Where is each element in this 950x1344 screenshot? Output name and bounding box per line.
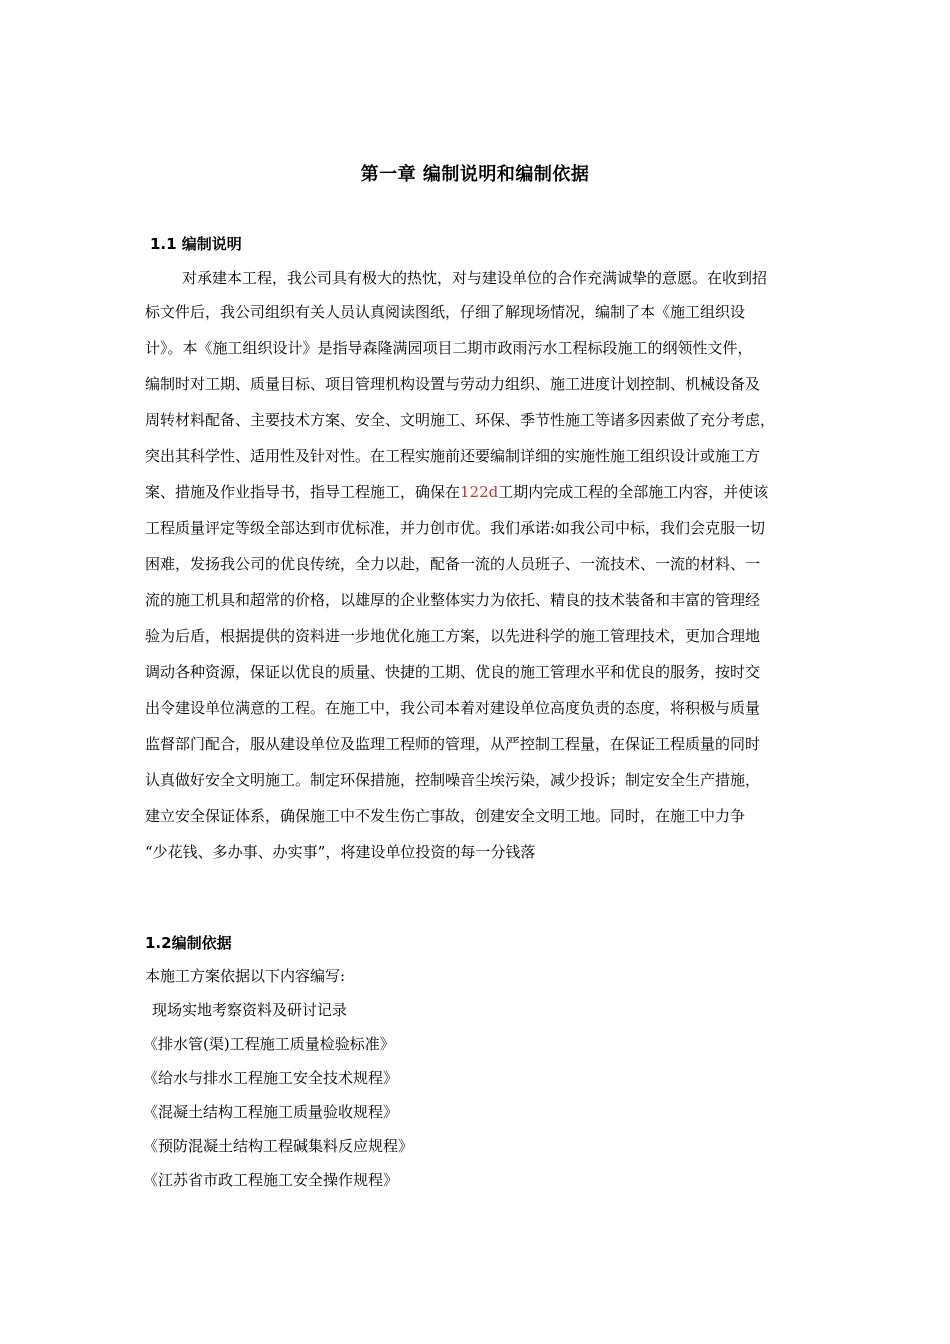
basis-item: 《给水与排水工程施工安全技术规程》 <box>143 1069 399 1087</box>
paragraph-line: 周转材料配备、主要技术方案、安全、文明施工、环保、季节性施工等诸多因素做了充分考虑， <box>145 411 776 429</box>
section-heading-1-1: 1.1 编制说明 <box>150 235 242 253</box>
paragraph-line-with-duration <box>145 482 768 502</box>
paragraph-line: 对承建本工程，我公司具有极大的热忱，对与建设单位的合作充满诚挚的意愿。在收到招 <box>182 269 768 287</box>
duration-highlight: 122d <box>460 483 499 501</box>
paragraph-line: 建立安全保证体系，确保施工中不发生伤亡事故，创建安全文明工地。同时，在施工中力争 <box>145 807 746 825</box>
basis-item: 《江苏省市政工程施工安全操作规程》 <box>143 1171 399 1189</box>
paragraph-line: 困难，发扬我公司的优良传统，全力以赴，配备一流的人员班子、一流技术、一流的材料、一 <box>145 555 761 573</box>
paragraph-line: “少花钱、多办事、办实事”，将建设单位投资的每一分钱落 <box>145 843 536 861</box>
basis-intro: 本施工方案依据以下内容编写: <box>145 967 346 985</box>
paragraph-line: 编制时对工期、质量目标、项目管理机构设置与劳动力组织、施工进度计划控制、机械设备及 <box>145 375 761 393</box>
chapter-title: 第一章 编制说明和编制依据 <box>360 164 590 185</box>
paragraph-text: 工期内完成工程的全部施工内容，并使该 <box>498 483 769 501</box>
paragraph-line: 认真做好安全文明施工。制定环保措施，控制噪音尘埃污染，减少投诉；制定安全生产措施， <box>145 771 761 789</box>
basis-item: 现场实地考察资料及研讨记录 <box>152 1001 348 1019</box>
paragraph-line: 调动各种资源，保证以优良的质量、快捷的工期、优良的施工管理水平和优良的服务，按时交 <box>145 663 761 681</box>
basis-item: 《预防混凝土结构工程碱集料反应规程》 <box>143 1137 414 1155</box>
paragraph-line: 流的施工机具和超常的价格，以雄厚的企业整体实力为依托、精良的技术装备和丰富的管理经 <box>145 591 761 609</box>
basis-item: 《排水管(渠)工程施工质量检验标准》 <box>143 1035 395 1053</box>
paragraph-line: 出令建设单位满意的工程。在施工中，我公司本着对建设单位高度负责的态度，将积极与质量 <box>145 699 761 717</box>
paragraph-line: 验为后盾，根据提供的资料进一步地优化施工方案，以先进科学的施工管理技术，更加合理地 <box>145 627 761 645</box>
basis-item: 《混凝土结构工程施工质量验收规程》 <box>143 1103 399 1121</box>
section-heading-1-2: 1.2编制依据 <box>145 934 232 952</box>
paragraph-line: 计》。本《施工组织设计》是指导森隆满园项目二期市政雨污水工程标段施工的纲领性文件， <box>145 339 753 357</box>
paragraph-line: 工程质量评定等级全部达到市优标准，并力创市优。我们承诺:如我公司中标，我们会克服一切 <box>145 519 766 537</box>
paragraph-line: 标文件后，我公司组织有关人员认真阅读图纸，仔细了解现场情况，编制了本《施工组织设 <box>145 303 746 321</box>
paragraph-line: 突出其科学性、适用性及针对性。在工程实施前还要编制详细的实施性施工组织设计或施工方 <box>145 447 761 465</box>
paragraph-line: 监督部门配合，服从建设单位及监理工程师的管理，从严控制工程量，在保证工程质量的同时 <box>145 735 761 753</box>
paragraph-text: 案、措施及作业指导书，指导工程施工，确保在 <box>145 483 461 501</box>
